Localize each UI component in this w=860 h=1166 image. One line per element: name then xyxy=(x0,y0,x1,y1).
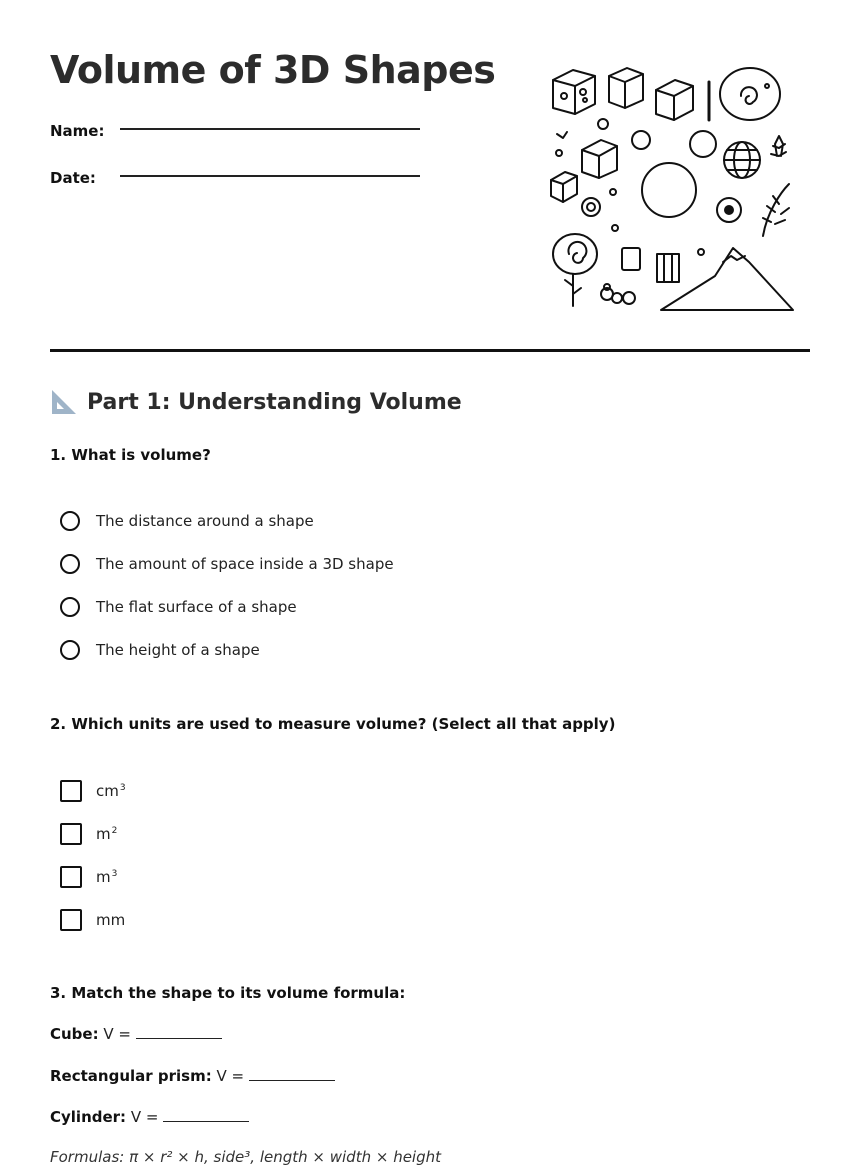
q2-option-3[interactable] xyxy=(60,866,117,888)
radio-button[interactable] xyxy=(60,554,80,574)
worksheet-title: Volume of 3D Shapes xyxy=(50,48,496,92)
q1-option-label: The flat surface of a shape xyxy=(96,598,297,616)
checkbox[interactable] xyxy=(60,909,82,931)
checkbox[interactable] xyxy=(60,866,82,888)
answer-blank[interactable] xyxy=(163,1109,249,1122)
name-field[interactable] xyxy=(120,128,420,130)
q1-option-2[interactable] xyxy=(60,554,394,574)
cube-icon xyxy=(609,68,643,108)
q2-option-1[interactable] xyxy=(60,780,126,802)
globe-icon xyxy=(724,142,760,178)
match-item-expr: V = xyxy=(130,1108,159,1126)
radio-button[interactable] xyxy=(60,640,80,660)
match-item-expr: V = xyxy=(103,1025,131,1043)
answer-blank[interactable] xyxy=(249,1068,335,1081)
match-item-label: Rectangular prism: xyxy=(50,1067,212,1085)
match-item-rectangular-prism xyxy=(50,1067,335,1085)
cube-icon xyxy=(553,70,595,114)
q2-option-label: mm xyxy=(96,911,126,929)
part1-heading-text: Part 1: Understanding Volume xyxy=(87,389,462,415)
mountain-icon xyxy=(661,248,793,310)
checkbox[interactable] xyxy=(60,823,82,845)
date-field[interactable] xyxy=(120,175,420,177)
spiral-tree-icon xyxy=(553,234,597,306)
name-label: Name: xyxy=(50,122,105,140)
q2-option-label: $m^2$ xyxy=(96,825,118,843)
match-item-cylinder xyxy=(50,1108,249,1126)
header-divider xyxy=(50,349,810,352)
ring-icon xyxy=(582,198,600,216)
q2-option-label: $cm^3$ xyxy=(96,782,126,800)
question-3-prompt: 3. Match the shape to its volume formula: xyxy=(50,984,406,1002)
part1-heading xyxy=(50,388,462,416)
match-item-label: Cube: xyxy=(50,1025,99,1043)
cube-icon xyxy=(656,80,693,120)
checkbox[interactable] xyxy=(60,780,82,802)
cube-icon xyxy=(551,172,577,202)
q2-option-label: $m^3$ xyxy=(96,868,118,886)
formula-bank: Formulas: π × r² × h, side³, length × width × height xyxy=(50,1148,442,1166)
q2-option-4[interactable] xyxy=(60,909,126,931)
cloud-swirl-icon xyxy=(601,284,635,304)
cube-icon xyxy=(582,140,617,178)
match-item-cube xyxy=(50,1025,222,1043)
q2-option-2[interactable] xyxy=(60,823,117,845)
q1-option-4[interactable] xyxy=(60,640,260,660)
book-icon xyxy=(657,254,679,282)
match-item-expr: V = xyxy=(216,1067,245,1085)
q1-option-label: The distance around a shape xyxy=(96,512,314,530)
q1-option-label: The amount of space inside a 3D shape xyxy=(96,555,394,573)
radio-button[interactable] xyxy=(60,511,80,531)
shapes-doodle-illustration xyxy=(545,62,800,317)
date-label: Date: xyxy=(50,169,96,187)
set-square-icon xyxy=(50,388,78,416)
radio-button[interactable] xyxy=(60,597,80,617)
q1-option-1[interactable] xyxy=(60,511,314,531)
question-1-prompt: 1. What is volume? xyxy=(50,446,211,464)
spiral-shell-icon xyxy=(720,68,780,120)
question-2-prompt: 2. Which units are used to measure volume? (Select all that apply) xyxy=(50,715,616,733)
q1-option-3[interactable] xyxy=(60,597,297,617)
q1-option-label: The height of a shape xyxy=(96,641,260,659)
answer-blank[interactable] xyxy=(136,1026,222,1039)
match-item-label: Cylinder: xyxy=(50,1108,127,1126)
